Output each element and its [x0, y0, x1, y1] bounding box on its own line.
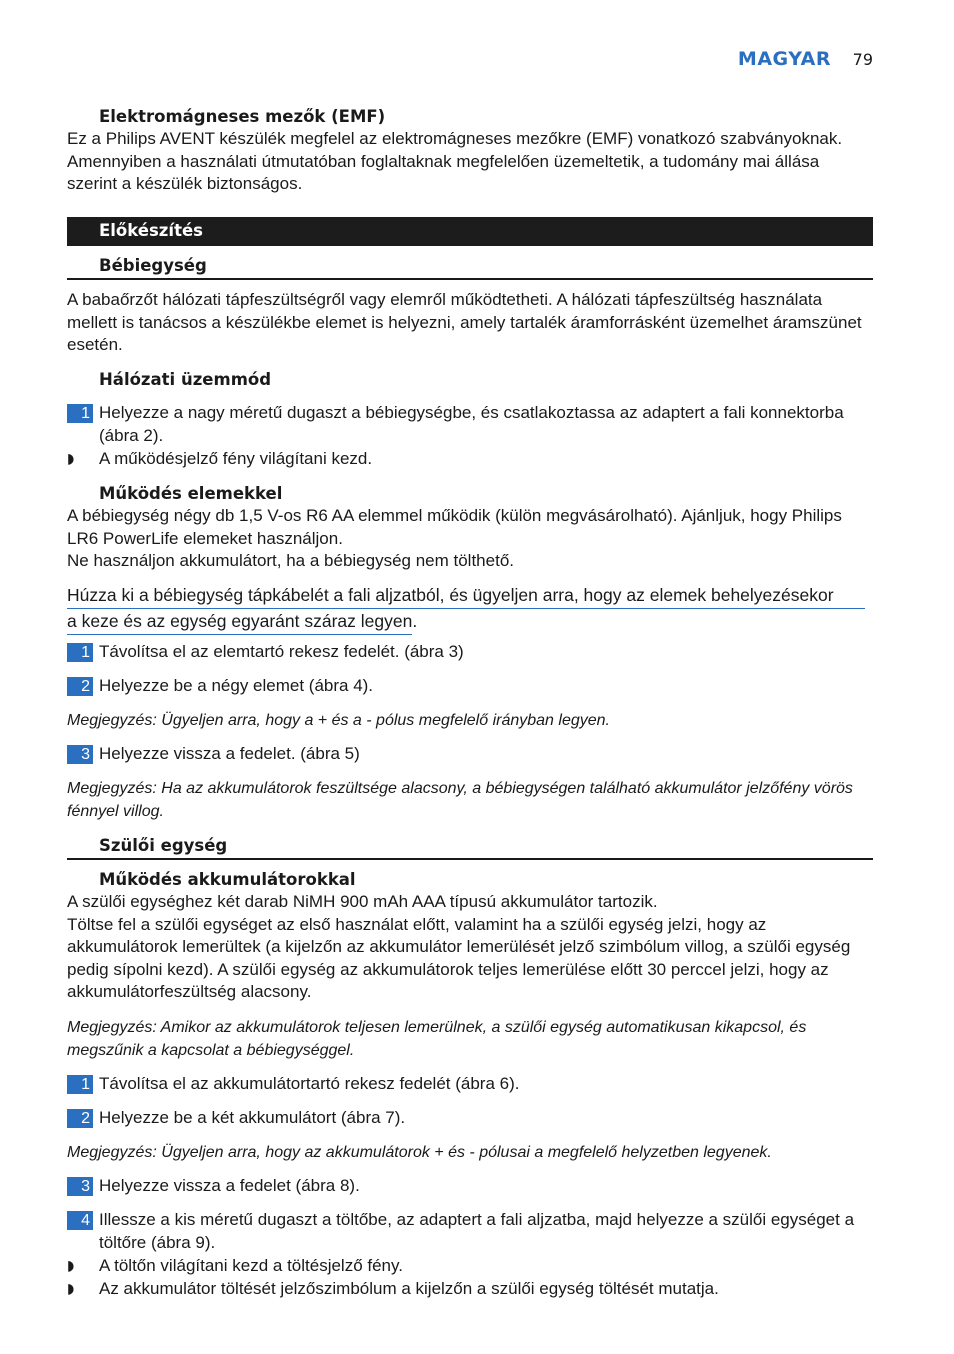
- step-text: Helyezze vissza a fedelet (ábra 8).: [99, 1176, 360, 1195]
- bullet-icon: ◗: [67, 451, 75, 467]
- note-text: Megjegyzés: Ügyeljen arra, hogy a + és a - pólus megfelelő irányban legyen.: [67, 712, 610, 729]
- baby-unit-text: A babaőrzőt hálózati tápfeszültségről vagy elemről működtetheti. A hálózati tápfeszültség használata mellett is tanácsos a készülékbe elemet is helyezni, amely tartalék áramforrásként üzemelhet áramszünet esetén.: [67, 290, 862, 355]
- warning-end: .: [412, 611, 418, 631]
- bullet-text: Az akkumulátor töltését jelzőszimbólum a kijelzőn a szülői egység töltését mutatja.: [99, 1279, 719, 1298]
- step-number: 3: [67, 1177, 93, 1196]
- emf-section: [67, 106, 873, 196]
- note-text: Megjegyzés: Amikor az akkumulátorok teljesen lemerülnek, a szülői egység automatikusan kikapcsol, és megszűnik a kapcsolat a bébiegységgel.: [67, 1019, 807, 1059]
- batteries-heading: Működés elemekkel: [99, 484, 283, 503]
- parent-step-4: [67, 1209, 873, 1254]
- step-number: 4: [67, 1211, 93, 1230]
- batteries-step-1: [67, 641, 873, 664]
- section-bar-title: Előkészítés: [99, 221, 203, 240]
- parent-step-3: [67, 1175, 873, 1198]
- step-number: 2: [67, 677, 93, 696]
- step-text: Helyezze vissza a fedelet. (ábra 5): [99, 744, 360, 763]
- step-text: Távolítsa el az akkumulátortartó rekesz fedelét (ábra 6).: [99, 1074, 520, 1093]
- step-text: Helyezze be a négy elemet (ábra 4).: [99, 676, 374, 695]
- parent-bullet-1: [67, 1255, 873, 1278]
- mains-bullet-1: [67, 448, 873, 471]
- parent-unit-heading-block: [67, 834, 873, 857]
- warning-line-2: a keze és az egység egyaránt száraz legyen: [67, 610, 412, 635]
- parent-unit-text-2: Töltse fel a szülői egységet az első használat előtt, valamint ha a szülői egység jelzi, hogy az akkumulátorok lemerültek (a kijelzőn az akkumulátor lemerülését jelző szimbólum villog, a szülői egység pedig sípolni kezd). A szülői egység az akkumulátorok teljes lemerülése előtt 30 perccel jelzi, hogy az akkumulátorfeszültség alacsony.: [67, 914, 851, 1002]
- step-number: 2: [67, 1109, 93, 1128]
- note-text: Megjegyzés: Ha az akkumulátorok feszültsége alacsony, a bébiegységen található akkumulátor jelzőfény vörös fénnyel villog.: [67, 780, 853, 820]
- parent-unit-heading: Szülői egység: [99, 836, 228, 855]
- mains-step-1: [67, 402, 873, 447]
- battery-warning: [67, 584, 873, 635]
- parent-unit-subheading: Működés akkumulátorokkal: [99, 870, 356, 889]
- parent-step-2: [67, 1107, 873, 1130]
- batteries-step-2: [67, 675, 873, 698]
- batteries-section: [67, 482, 873, 573]
- batteries-text-2: Ne használjon akkumulátort, ha a bébiegység nem tölthető.: [67, 551, 514, 571]
- baby-unit-heading: Bébiegység: [99, 256, 207, 275]
- parent-unit-section: [67, 868, 873, 1004]
- page-number: 79: [852, 50, 873, 69]
- parent-step-1: [67, 1073, 873, 1096]
- note-text: Megjegyzés: Ügyeljen arra, hogy az akkumulátorok + és - pólusai a megfelelő helyzetben legyenek.: [67, 1144, 772, 1161]
- language-label: MAGYAR: [737, 48, 831, 70]
- baby-unit-text-block: [67, 289, 873, 357]
- heading-rule: [67, 858, 873, 860]
- bullet-icon: ◗: [67, 1281, 75, 1297]
- batteries-step-3: [67, 743, 873, 766]
- baby-unit-heading-block: [67, 254, 873, 277]
- parent-note-2-block: [67, 1141, 873, 1164]
- step-text: Helyezze a nagy méretű dugaszt a bébiegységbe, és csatlakoztassa az adaptert a fali konnektorba (ábra 2).: [99, 403, 844, 445]
- mains-heading: Hálózati üzemmód: [99, 370, 272, 389]
- emf-text: Ez a Philips AVENT készülék megfelel az elektromágneses mezőkre (EMF) vonatkozó szabványoknak. Amennyiben a használati útmutatóban foglaltaknak megfelelően üzemeltetik, a tudomány mai állása szerint a készülék biztonságos.: [67, 129, 843, 194]
- mains-heading-block: [67, 368, 873, 391]
- parent-bullet-2: [67, 1278, 873, 1301]
- step-number: 1: [67, 1075, 93, 1094]
- page-header: [67, 48, 873, 74]
- warning-line-1: Húzza ki a bébiegység tápkábelét a fali aljzatból, és ügyeljen arra, hogy az elemek behelyezésekor: [67, 584, 865, 609]
- bullet-text: A töltőn világítani kezd a töltésjelző fény.: [99, 1256, 403, 1275]
- step-number: 1: [67, 404, 93, 423]
- parent-unit-text-1: A szülői egységhez két darab NiMH 900 mAh AAA típusú akkumulátor tartozik.: [67, 892, 658, 911]
- step-text: Illessze a kis méretű dugaszt a töltőbe, az adaptert a fali aljzatba, majd helyezze a szülői egységet a töltőre (ábra 9).: [99, 1210, 855, 1252]
- emf-heading: Elektromágneses mezők (EMF): [99, 107, 386, 126]
- step-number: 3: [67, 745, 93, 764]
- bullet-text: A működésjelző fény világítani kezd.: [99, 449, 373, 468]
- heading-rule: [67, 278, 873, 280]
- step-text: Helyezze be a két akkumulátort (ábra 7).: [99, 1108, 406, 1127]
- step-text: Távolítsa el az elemtartó rekesz fedelét. (ábra 3): [99, 642, 464, 661]
- bullet-icon: ◗: [67, 1258, 75, 1274]
- step-number: 1: [67, 643, 93, 662]
- batteries-note-2-block: [67, 777, 873, 823]
- section-bar: [67, 217, 873, 246]
- batteries-text-1: A bébiegység négy db 1,5 V-os R6 AA elemmel működik (külön megvásárolható). Ajánljuk, hogy Philips LR6 PowerLife elemeket használjon.: [67, 506, 842, 548]
- batteries-note-1-block: [67, 709, 873, 732]
- parent-note-1-block: [67, 1016, 873, 1062]
